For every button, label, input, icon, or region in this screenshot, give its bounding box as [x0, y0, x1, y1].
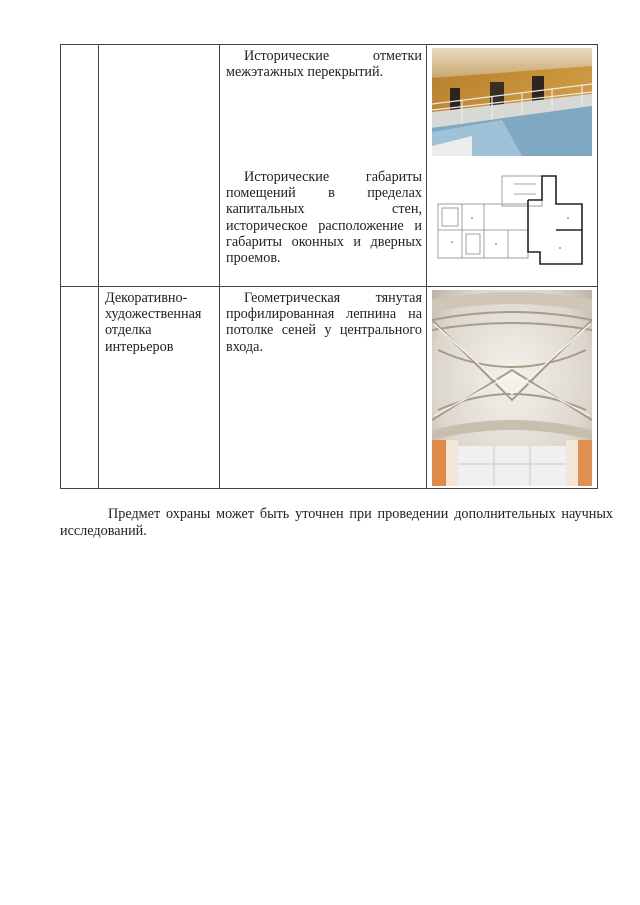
category-cell	[99, 45, 220, 287]
table-row	[61, 45, 598, 287]
number-cell	[61, 287, 99, 489]
photo-cell	[427, 287, 598, 489]
ceiling-stucco-photo	[432, 290, 592, 486]
description-cell	[220, 45, 427, 287]
footer-paragraph: Предмет охраны может быть уточнен при проведении дополнительных научных исследований.	[60, 506, 613, 539]
room-dimensions-text: Исторические габариты помещений в пределах капитальных стен, историческое расположение и габариты оконных и дверных проемов.	[226, 169, 422, 267]
description-cell	[220, 287, 427, 489]
category-label: Декоративно-художественная отделка интерьеров	[105, 290, 202, 355]
staircase-interior-photo	[432, 48, 592, 156]
number-cell	[61, 45, 99, 287]
protection-subject-table	[60, 44, 598, 489]
stucco-description-text: Геометрическая тянутая профилированная лепнина на потолке сеней у центрального входа.	[226, 290, 422, 355]
table-row	[61, 287, 598, 489]
floor-levels-text: Исторические отметки межэтажных перекрытий.	[226, 48, 422, 81]
category-cell	[99, 287, 220, 489]
floor-plan-drawing	[432, 170, 592, 282]
photo-cell	[427, 45, 598, 287]
